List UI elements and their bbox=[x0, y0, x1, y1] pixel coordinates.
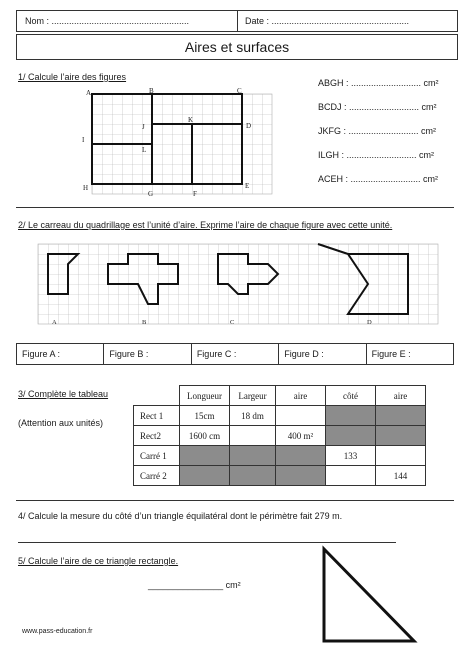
table-row bbox=[134, 466, 426, 486]
figure-letter: B bbox=[142, 319, 147, 326]
answer-bcdj[interactable]: BCDJ : ............................ cm² bbox=[318, 102, 437, 112]
table-cell-disabled bbox=[376, 426, 426, 446]
table-header: aire bbox=[376, 386, 426, 406]
point-label: D bbox=[246, 122, 252, 130]
q1-answers bbox=[318, 78, 439, 198]
table-cell: 18 dm bbox=[230, 406, 276, 426]
table-cell-disabled bbox=[180, 466, 230, 486]
point-label: H bbox=[83, 184, 89, 192]
point-label: K bbox=[188, 116, 194, 124]
row-label: Carré 2 bbox=[134, 466, 180, 486]
q5-answer[interactable]: _______________ cm² bbox=[148, 580, 241, 590]
table-cell-input[interactable] bbox=[230, 426, 276, 446]
row-label: Carré 1 bbox=[134, 446, 180, 466]
table-row bbox=[134, 406, 426, 426]
table-cell-disabled bbox=[326, 426, 376, 446]
point-label: G bbox=[148, 190, 154, 198]
point-label: B bbox=[149, 87, 154, 95]
right-triangle-figure bbox=[316, 545, 420, 645]
answer-aceh[interactable]: ACEH : ............................ cm² bbox=[318, 174, 439, 184]
section-separator bbox=[16, 500, 454, 501]
header-divider bbox=[237, 11, 238, 31]
q1-title: 1/ Calcule l’aire des figures bbox=[18, 72, 127, 82]
q3-table bbox=[133, 385, 426, 486]
point-label: C bbox=[237, 87, 242, 95]
figure-answer-row bbox=[16, 343, 454, 365]
point-label: L bbox=[142, 146, 147, 154]
table-cell: 15cm bbox=[180, 406, 230, 426]
figure-e-answer[interactable]: Figure E : bbox=[371, 349, 411, 359]
right-triangle bbox=[324, 549, 414, 641]
table-cell: 1600 cm bbox=[180, 426, 230, 446]
figure-d-answer[interactable]: Figure D : bbox=[279, 344, 366, 364]
q1-grid-figure bbox=[80, 86, 280, 202]
table-cell: 144 bbox=[376, 466, 426, 486]
date-field[interactable]: Date : ....................................................... bbox=[245, 16, 410, 26]
point-label: E bbox=[245, 182, 250, 190]
q2-grid bbox=[38, 244, 438, 324]
figure-letter: A bbox=[52, 319, 57, 326]
table-row bbox=[134, 446, 426, 466]
figure-letter: C bbox=[230, 319, 235, 326]
point-label: J bbox=[142, 123, 145, 131]
table-cell-disabled bbox=[230, 466, 276, 486]
q4-title: 4/ Calcule la mesure du côté d’un triangle équilatéral dont le périmètre fait 279 m. bbox=[18, 511, 343, 521]
footer-url[interactable]: www.pass-education.fr bbox=[22, 628, 93, 635]
table-corner bbox=[134, 386, 180, 406]
answer-ilgh[interactable]: ILGH : ............................ cm² bbox=[318, 150, 435, 160]
header-box bbox=[16, 10, 458, 32]
table-header: aire bbox=[276, 386, 326, 406]
point-label: A bbox=[86, 89, 92, 97]
table-cell-input[interactable] bbox=[376, 446, 426, 466]
row-label: Rect2 bbox=[134, 426, 180, 446]
section-separator bbox=[16, 207, 454, 208]
table-cell-input[interactable] bbox=[326, 466, 376, 486]
table-cell-disabled bbox=[326, 406, 376, 426]
table-header: côté bbox=[326, 386, 376, 406]
page-title: Aires et surfaces bbox=[16, 34, 458, 60]
table-cell-disabled bbox=[376, 406, 426, 426]
table-header: Largeur bbox=[230, 386, 276, 406]
table-header-row bbox=[134, 386, 426, 406]
table-row bbox=[134, 426, 426, 446]
table-cell-disabled bbox=[276, 446, 326, 466]
table-cell: 400 m² bbox=[276, 426, 326, 446]
q3-title: 3/ Complète le tableau bbox=[18, 389, 109, 399]
table-header: Longueur bbox=[180, 386, 230, 406]
q4-answer-line[interactable] bbox=[18, 542, 396, 543]
table-cell: 133 bbox=[326, 446, 376, 466]
table-cell-disabled bbox=[230, 446, 276, 466]
q5-title: 5/ Calcule l’aire de ce triangle rectangle. bbox=[18, 556, 179, 566]
point-label: I bbox=[82, 136, 85, 144]
q3-note: (Attention aux unités) bbox=[18, 418, 104, 428]
name-field[interactable]: Nom : ....................................................... bbox=[25, 16, 190, 26]
q2-grid-figure bbox=[30, 238, 450, 330]
answer-abgh[interactable]: ABGH : ............................ cm² bbox=[318, 78, 439, 88]
table-cell-disabled bbox=[180, 446, 230, 466]
table-cell-disabled bbox=[276, 466, 326, 486]
table-cell-input[interactable] bbox=[276, 406, 326, 426]
answer-jkfg[interactable]: JKFG : ............................ cm² bbox=[318, 126, 437, 136]
figure-c-answer[interactable]: Figure C : bbox=[192, 344, 279, 364]
figure-b-answer[interactable]: Figure B : bbox=[104, 344, 191, 364]
row-label: Rect 1 bbox=[134, 406, 180, 426]
point-label: F bbox=[193, 190, 197, 198]
figure-a-answer[interactable]: Figure A : bbox=[17, 344, 104, 364]
q2-title: 2/ Le carreau du quadrillage est l’unité d’aire. Exprime l’aire de chaque figure avec cette unité. bbox=[18, 220, 393, 230]
figure-letter: D bbox=[367, 319, 372, 326]
